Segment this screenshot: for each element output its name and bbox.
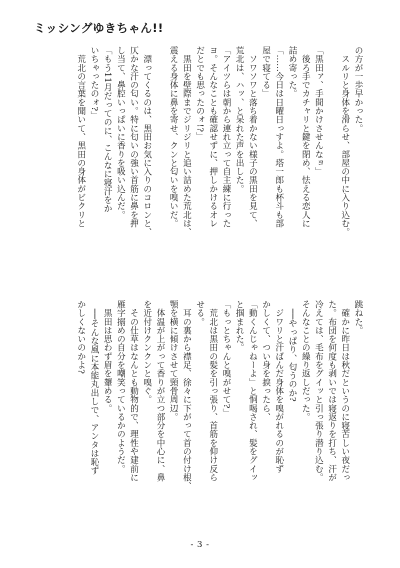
body-text-lower-block: 跳ねた。 確かに昨日は秋だというのに寝苦しい夜だっ た。布団を何度も剥いでは寝返りを打ち、汗が 冷えては、毛布をグイッと引っ張り潜り込む。 そんなことの繰り返しだった。 ──やっぱり、匂うのか? ジワリと汗ばんだ身体を嗅がれるのが恥ず かしくて、つい身を捩ったら、 「動くんじゃねーよ」と恫喝され、髪をグイッ と掴まれた。 「もっとちゃんと嗅がせて?」 荒北は黒田の髪を引っ張り、首筋を仰け反ら せる。 耳の裏から襟足、徐々に下がって首の付け根、 顎を横に傾けさせて頸骨周辺。 体温が上がって香りが立つ部分を中心に、鼻 を近付けクンクンと嗅ぐ。 その仕草はなんとも動物的で、理性や建前に 雁字搦めの自分を嘲笑っているかのようだ。 黒田は思わず眉を顰める。 ──そんな風に本能丸出しで、アンタは恥ず かしくないのかよ? bbox=[75, 300, 363, 491]
body-text-upper-block: の方が一歩早かった。 スルリと身体を滑らせ、部屋の中に入り込む。 「黒田ァ、手間かけさせんなョ」 後ろ手でカチャリと鍵を閉め、怯える恋人に 詰め寄った。 「……今日は日曜日っすよ。塔一郎も杯斗も部 屋で寝てる」 ソワソワと落ち着かない様子の黒田を見て、 荒北は、ハッ、と呆れた声を出した。 「アイツらは朝から連れ立って自主練に行った ヨ。そんなことも確認せずに、押しかけるオレ だとでも思ったのォ!?」 黒田を壁際までジリジリと追い詰めた荒北は、 震える身体に鼻を寄せ、クンと匂いを嗅いだ。 漂ってくるのは、黒田お気に入りのコロンと、 仄かな汗の匂い。特に匂いの強い首筋に鼻を押 し当て、鼻腔いっぱいに香りを吸い込んだ。 「もう11月だってのに、こんなに寝汗をか いちゃったのォ?」 荒北の言葉を聞いて、黒田の身体がビクリと bbox=[75, 46, 363, 237]
page-title: ミッシングゆきちゃん!! bbox=[34, 21, 164, 35]
page-number: - 3 - bbox=[190, 540, 210, 550]
